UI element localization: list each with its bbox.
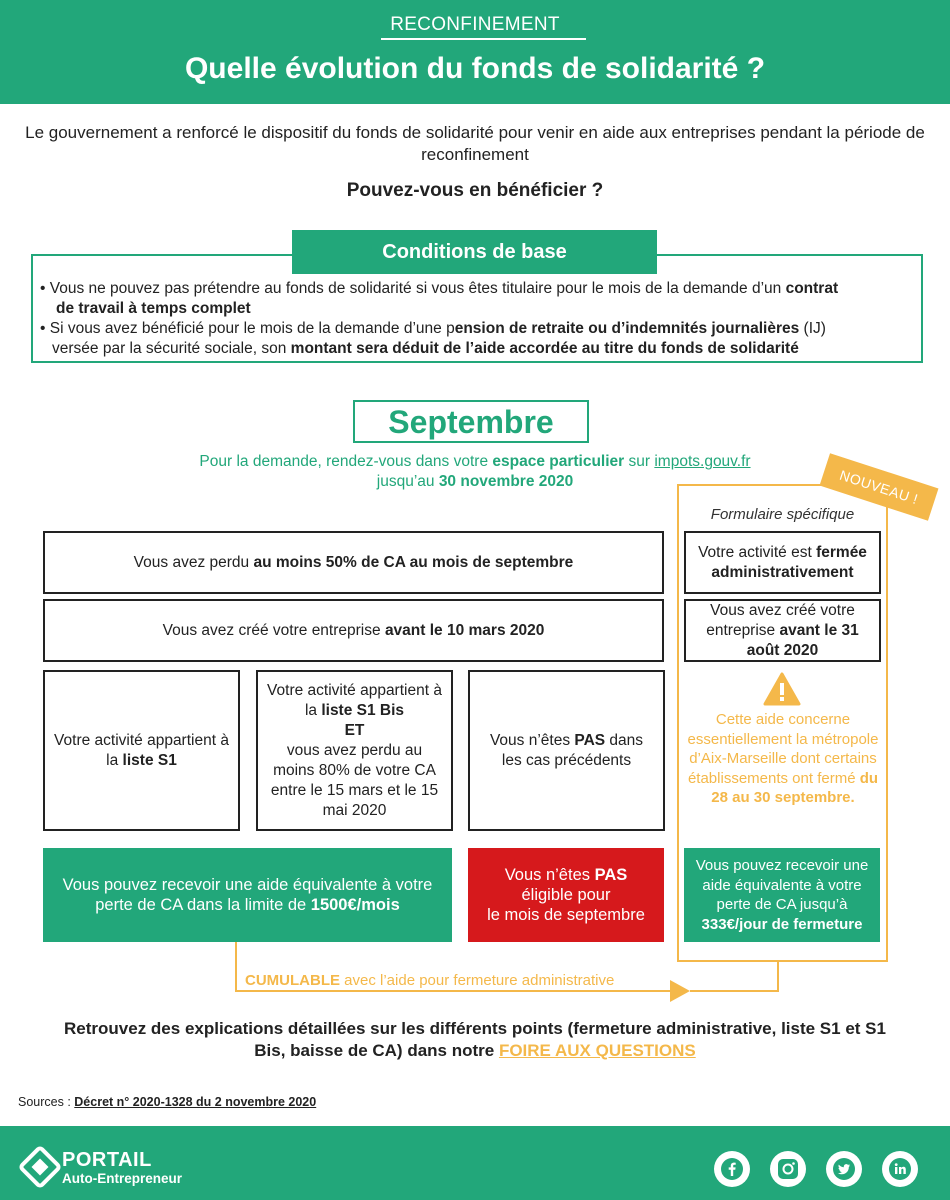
not-eligible-result: Vous n’êtes PAS éligible pour le mois de septembre xyxy=(468,848,664,942)
warning-text: Cette aide concerne essentiellement la métropole d’Aix-Marseille dont certains établissements ont fermé du 28 au 30 septembre. xyxy=(687,711,879,806)
september-title: Septembre xyxy=(353,400,589,443)
header-banner xyxy=(0,0,950,104)
condition-item-1-cont: de travail à temps complet xyxy=(56,300,251,317)
condition-item-2: • Si vous avez bénéficié pour le mois de la demande d’une pension de retraite ou d’indemnités journalières (IJ) xyxy=(40,320,826,337)
twitter-icon[interactable] xyxy=(826,1151,862,1187)
sources: Sources : Décret n° 2020-1328 du 2 novembre 2020 xyxy=(18,1095,317,1109)
list-s1bis-condition: Votre activité appartient à la liste S1 Bis ET vous avez perdu au moins 80% de votre CA entre le 15 mars et le 15 mai 2020 xyxy=(256,670,453,831)
conditions-list xyxy=(40,279,915,359)
question-heading: Pouvez-vous en bénéficier ? xyxy=(346,180,604,201)
creation-date-condition: Vous avez créé votre entreprise avant le 10 mars 2020 xyxy=(43,599,664,662)
cumul-line-left xyxy=(235,942,237,992)
intro-text: Le gouvernement a renforcé le dispositif du fonds de solidarité pour venir en aide aux entreprises pendant la période de reconfinement xyxy=(25,123,925,164)
condition-item-2-cont: versée par la sécurité sociale, son montant sera déduit de l’aide accordée au titre du fonds de solidarité xyxy=(52,340,799,357)
new-badge: NOUVEAU ! xyxy=(820,453,939,521)
decree-link[interactable]: Décret n° 2020-1328 du 2 novembre 2020 xyxy=(74,1095,317,1109)
kicker-underline xyxy=(381,38,586,40)
warning-icon xyxy=(763,672,801,706)
eligible-result: Vous pouvez recevoir une aide équivalente à votre perte de CA dans la limite de 1500€/mois xyxy=(43,848,452,942)
cumul-line xyxy=(235,990,675,992)
cumul-text: CUMULABLE avec l’aide pour fermeture administrative xyxy=(245,972,615,989)
page-title: Quelle évolution du fonds de solidarité ? xyxy=(184,52,766,85)
specific-form-label: Formulaire spécifique xyxy=(710,506,855,523)
conditions-title: Conditions de base xyxy=(292,230,657,274)
linkedin-icon[interactable] xyxy=(882,1151,918,1187)
none-condition: Vous n’êtes PAS dans les cas précédents xyxy=(468,670,665,831)
logo-line1: PORTAIL xyxy=(62,1149,152,1171)
special-creation-condition: Vous avez créé votre entreprise avant le 31 août 2020 xyxy=(684,599,881,662)
instagram-icon[interactable] xyxy=(770,1151,806,1187)
condition-item-1: • Vous ne pouvez pas prétendre au fonds de solidarité si vous êtes titulaire pour le mois de la demande d’un contrat xyxy=(40,280,839,297)
ca-loss-condition: Vous avez perdu au moins 50% de CA au mois de septembre xyxy=(43,531,664,594)
september-info: Pour la demande, rendez-vous dans votre espace particulier sur impots.gouv.fr jusqu’au 30 novembre 2020 xyxy=(199,453,751,490)
logo-line2: Auto-Entrepreneur xyxy=(62,1171,183,1186)
facebook-icon[interactable] xyxy=(714,1151,750,1187)
cumul-line-right-h xyxy=(690,990,779,992)
closed-activity-condition: Votre activité est fermée administrativement xyxy=(684,531,881,594)
closure-aid-result: Vous pouvez recevoir une aide équivalente à votre perte de CA jusqu’à 333€/jour de fermeture xyxy=(684,848,880,942)
list-s1-condition: Votre activité appartient à la liste S1 xyxy=(43,670,240,831)
faq-link[interactable]: FOIRE AUX QUESTIONS xyxy=(498,1041,696,1060)
impots-link[interactable]: impots.gouv.fr xyxy=(654,453,751,470)
faq-text: Retrouvez des explications détaillées sur les différents points (fermeture administrative, liste S1 et S1 Bis, baisse de CA) dans notre FOIRE AUX QUESTIONS xyxy=(64,1019,886,1060)
header-kicker: RECONFINEMENT xyxy=(390,14,560,35)
cumul-line-right xyxy=(777,962,779,992)
